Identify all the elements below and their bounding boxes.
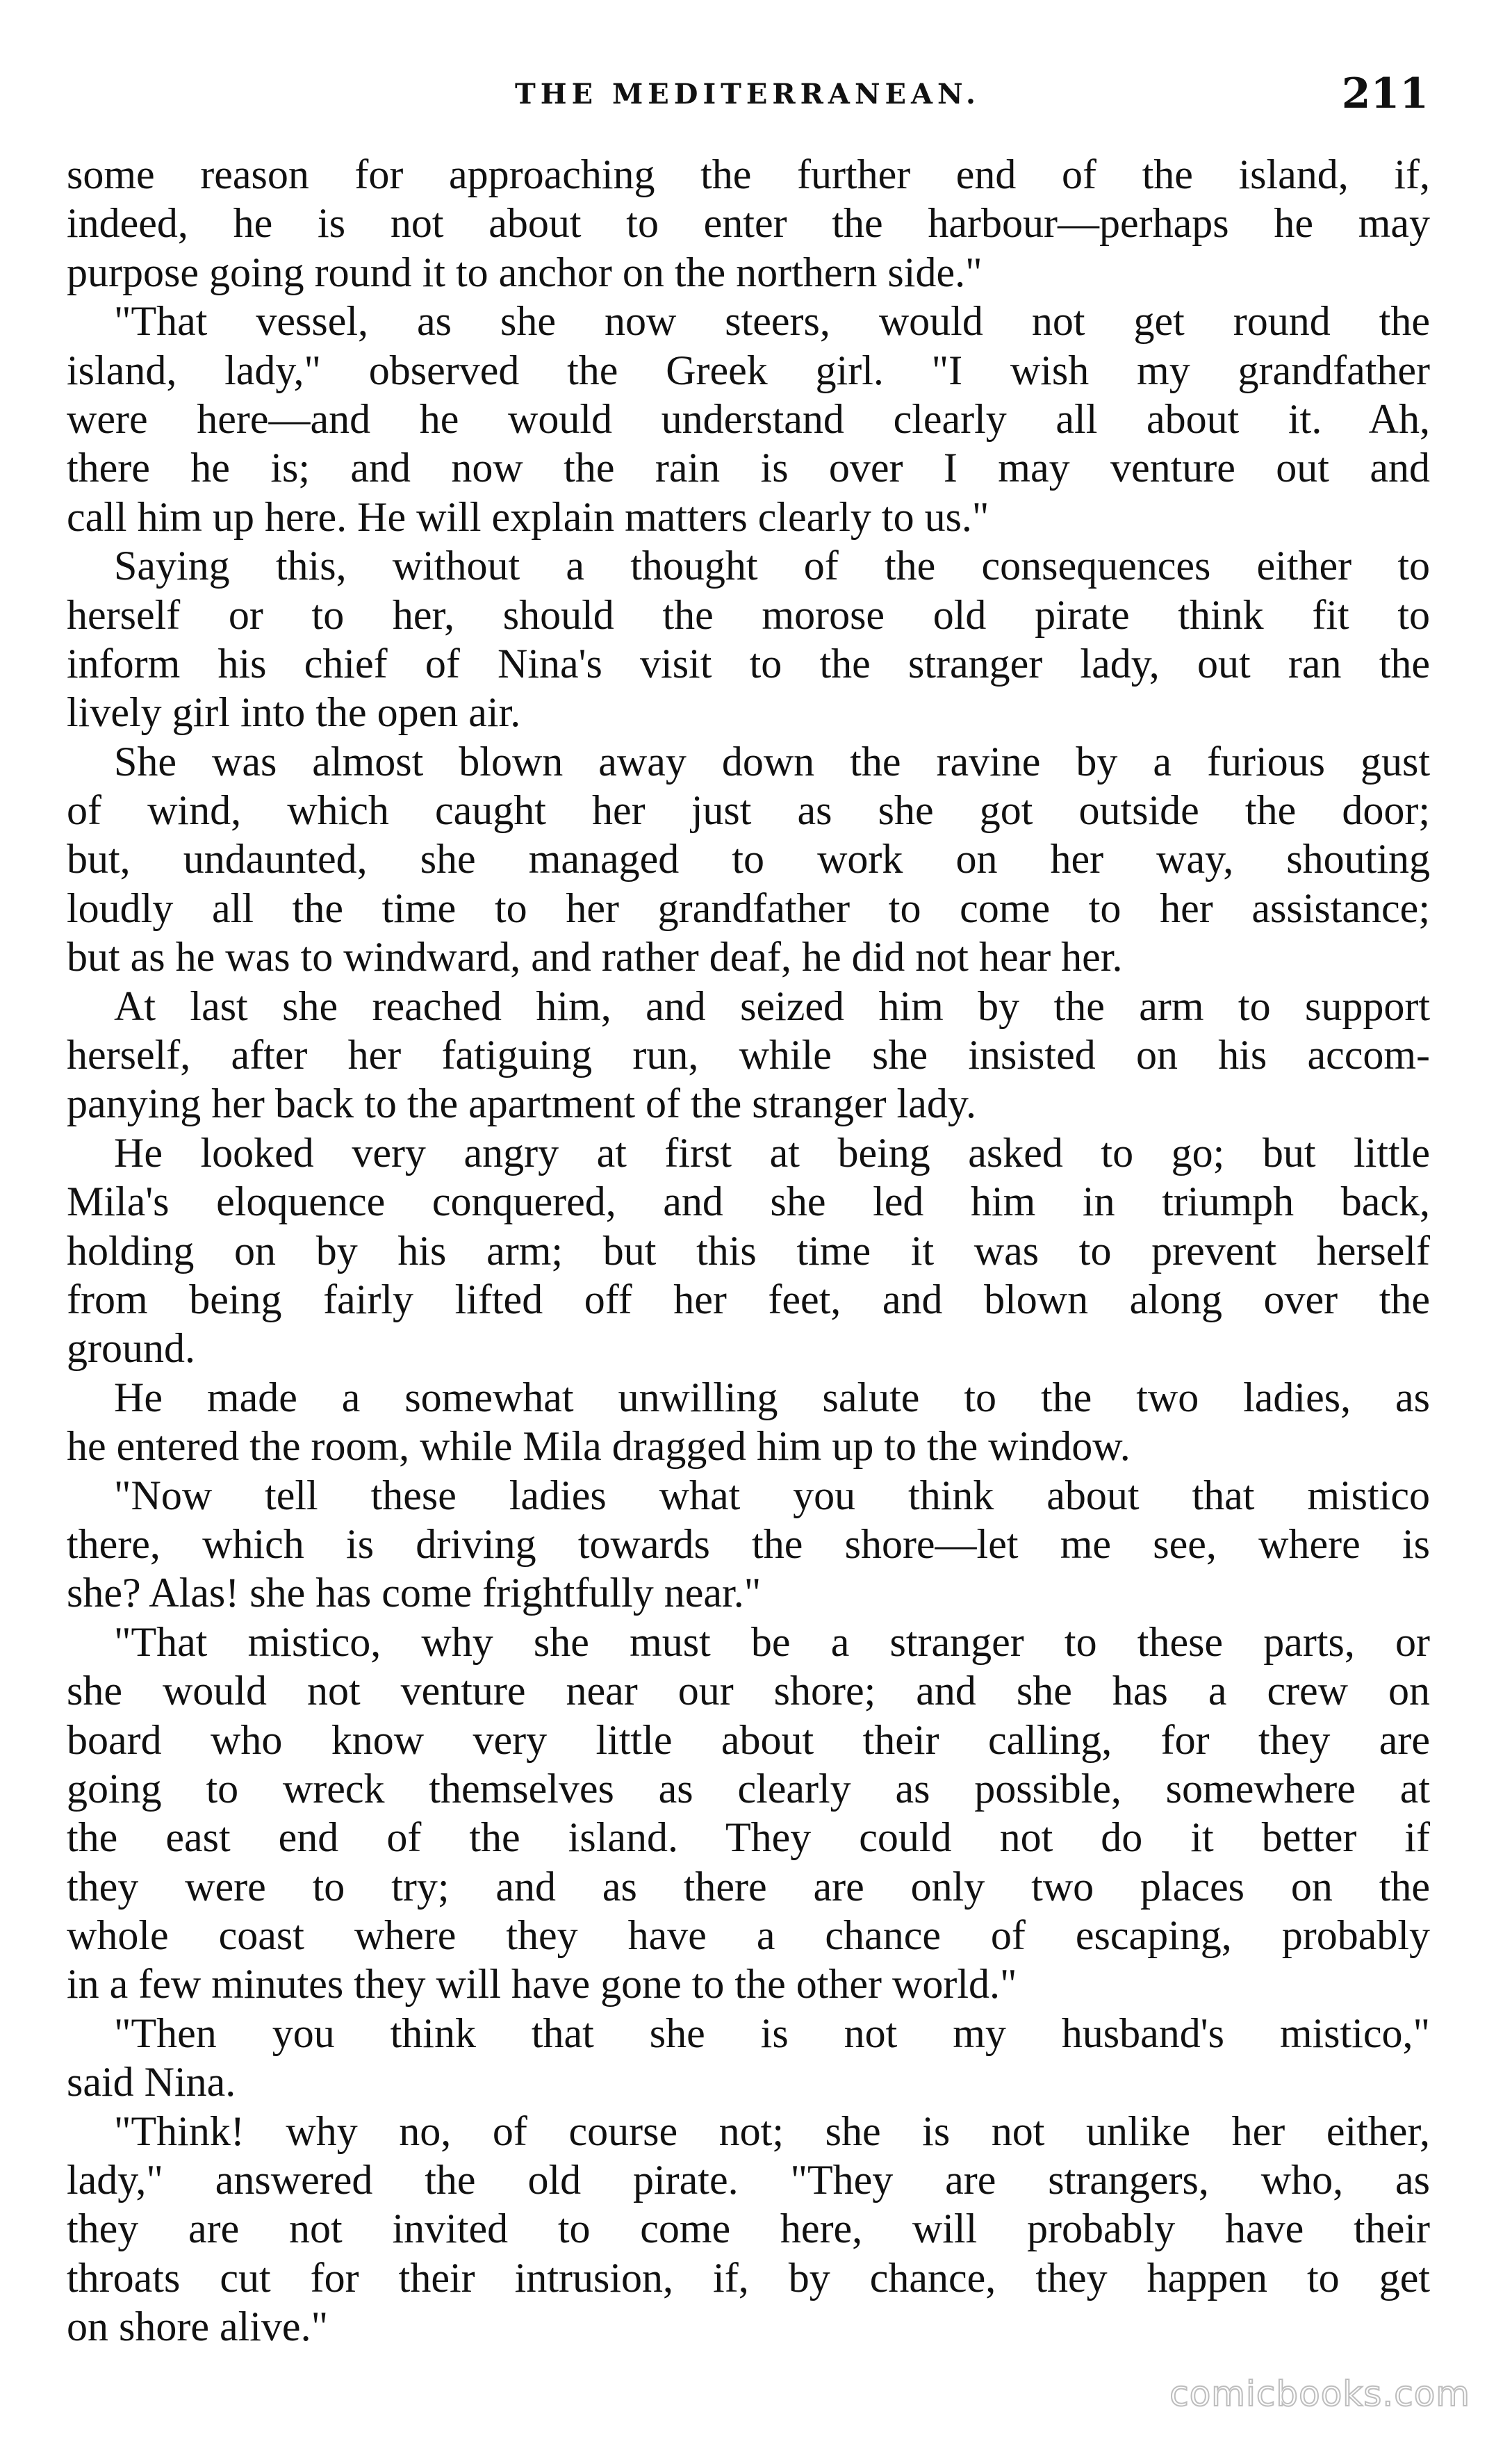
text-line: panying her back to the apartment of the stranger lady. xyxy=(67,1081,976,1127)
text-line: Mila's eloquence conquered, and she led him in triumph back, xyxy=(67,1179,1430,1225)
text-line: "That vessel, as she now steers, would not get round the xyxy=(114,298,1430,345)
text-line: there he is; and now the rain is over I may venture out and xyxy=(67,445,1430,491)
text-line: loudly all the time to her grandfather to come to her assistance; xyxy=(67,885,1430,931)
watermark: comicbooks.com xyxy=(1169,2374,1470,2414)
text-line: whole coast where they have a chance of escaping, probably xyxy=(67,1912,1430,1959)
text-line: "Think! why no, of course not; she is not unlike her either, xyxy=(114,2108,1430,2154)
text-line: throats cut for their intrusion, if, by chance, they happen to get xyxy=(67,2254,1430,2301)
text-line: she would not venture near our shore; and she has a crew on xyxy=(67,1668,1430,1714)
text-line: were here—and he would understand clearly all about it. Ah, xyxy=(67,395,1430,442)
text-line: ground. xyxy=(67,1325,195,1372)
text-line: he entered the room, while Mila dragged him up to the window. xyxy=(67,1423,1131,1470)
text-line: "That mistico, why she must be a stranger to these parts, or xyxy=(114,1618,1430,1665)
text-line: some reason for approaching the further end of the island, if, xyxy=(67,151,1430,197)
text-line: island, lady," observed the Greek girl. "I wish my grandfather xyxy=(67,347,1430,393)
running-header xyxy=(67,69,1429,132)
text-line: the east end of the island. They could not do it better if xyxy=(67,1814,1430,1861)
text-line: At last she reached him, and seized him by the arm to support xyxy=(114,983,1430,1029)
text-line: purpose going round it to anchor on the northern side." xyxy=(67,249,983,295)
text-line: lady," answered the old pirate. "They are strangers, who, as xyxy=(67,2157,1430,2203)
text-line: from being fairly lifted off her feet, and blown along over the xyxy=(67,1276,1430,1322)
text-line: they were to try; and as there are only two places on the xyxy=(67,1863,1430,1910)
text-line: "Then you think that she is not my husband's mistico," xyxy=(114,2010,1430,2056)
text-line: holding on by his arm; but this time it was to prevent herself xyxy=(67,1227,1430,1274)
text-line: there, which is driving towards the shore—let me see, where is xyxy=(67,1520,1430,1567)
text-line: they are not invited to come here, will probably have their xyxy=(67,2206,1430,2252)
page-number: 211 xyxy=(1341,69,1429,118)
text-line: said Nina. xyxy=(67,2059,236,2106)
text-line: He looked very angry at first at being asked to go; but little xyxy=(114,1129,1430,1176)
text-line: indeed, he is not about to enter the harbour—perhaps he may xyxy=(67,200,1430,247)
text-line: herself or to her, should the morose old pirate think fit to xyxy=(67,591,1430,638)
text-line: she? Alas! she has come frightfully near." xyxy=(67,1570,762,1616)
text-line: "Now tell these ladies what you think about that mistico xyxy=(114,1472,1430,1518)
text-line: call him up here. He will explain matters clearly to us." xyxy=(67,493,989,540)
text-line: but as he was to windward, and rather deaf, he did not hear her. xyxy=(67,934,1123,980)
text-line: She was almost blown away down the ravine by a furious gust xyxy=(114,738,1430,785)
text-line: in a few minutes they will have gone to the other world." xyxy=(67,1961,1017,2008)
text-line: herself, after her fatiguing run, while she insisted on his accom- xyxy=(67,1032,1430,1078)
text-line: He made a somewhat unwilling salute to the two ladies, as xyxy=(114,1374,1430,1420)
running-title: THE MEDITERRANEAN. xyxy=(515,78,980,110)
body-text xyxy=(67,150,1430,2351)
text-line: inform his chief of Nina's visit to the stranger lady, out ran the xyxy=(67,640,1430,687)
text-line: going to wreck themselves as clearly as possible, somewhere at xyxy=(67,1765,1430,1812)
text-line: board who know very little about their calling, for they are xyxy=(67,1716,1430,1763)
text-line: but, undaunted, she managed to work on her way, shouting xyxy=(67,836,1430,883)
text-line: of wind, which caught her just as she got outside the door; xyxy=(67,787,1430,834)
text-line: Saying this, without a thought of the consequences either to xyxy=(114,543,1430,589)
text-line: lively girl into the open air. xyxy=(67,689,521,736)
text-line: on shore alive." xyxy=(67,2304,329,2350)
